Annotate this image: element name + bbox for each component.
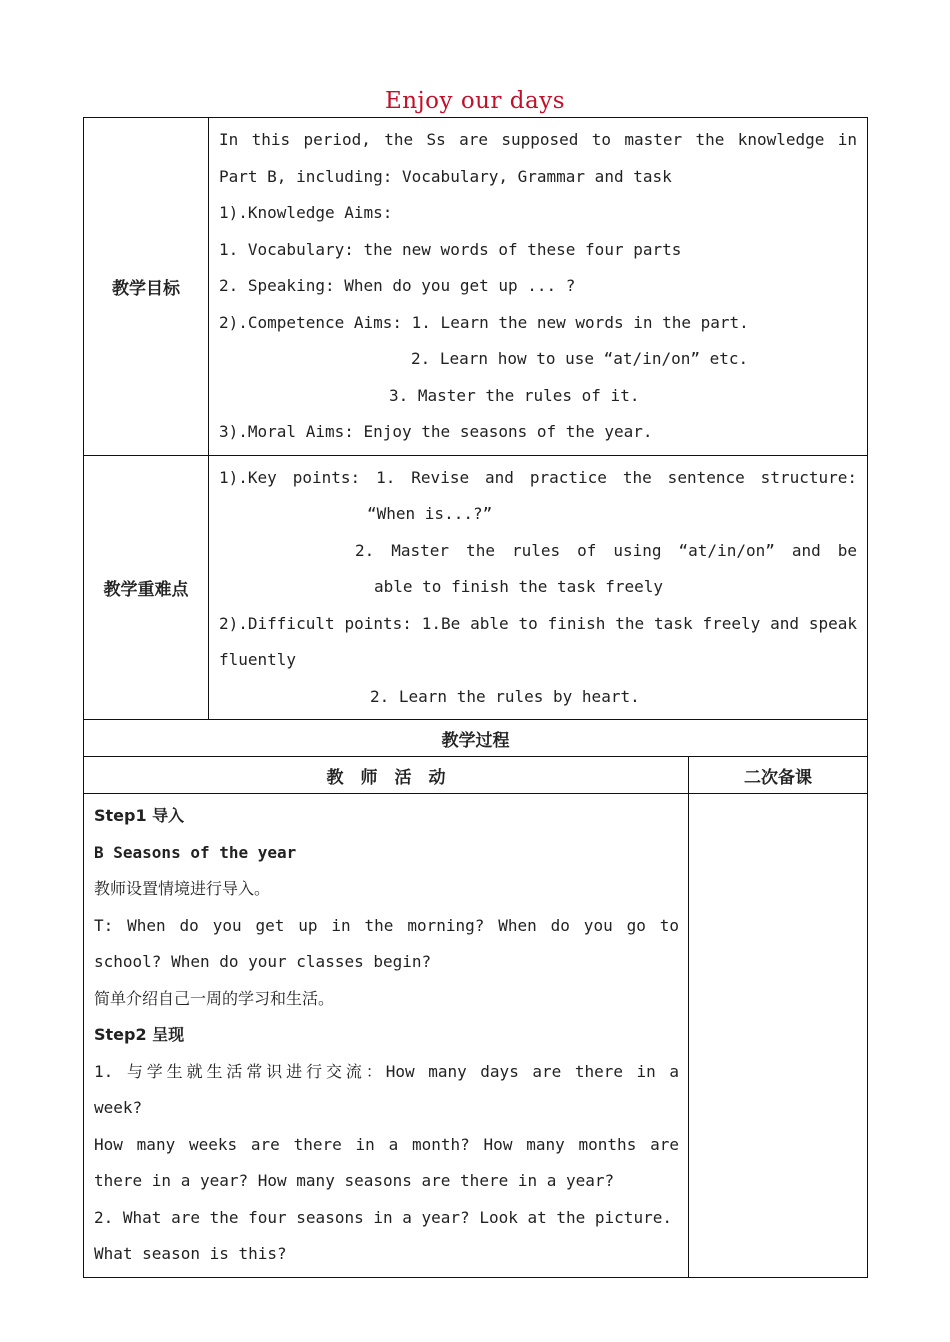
activity-line: school? When do your classes begin?: [94, 952, 432, 971]
activity-line: How many weeks are there in a month? How many months are: [94, 1134, 679, 1154]
step-heading: Step1 导入: [94, 806, 185, 825]
activity-line: 简单介绍自己一周的学习和生活。: [94, 988, 335, 1008]
objective-line: Part B, including: Vocabulary, Grammar and task: [219, 166, 672, 186]
key-point-line: 1).Key points: 1. Revise and practice the sentence structure:: [219, 467, 858, 487]
activity-line: What season is this?: [94, 1244, 287, 1263]
activity-line: 1. 与学生就生活常识进行交流：How many days are there in a: [94, 1061, 679, 1081]
objective-line: 2).Competence Aims: 1. Learn the new words in the part.: [219, 312, 749, 332]
section-heading: B Seasons of the year: [94, 842, 297, 862]
process-header: 教学过程: [84, 720, 868, 757]
second-prep-content: [689, 794, 868, 1278]
objectives-row: [84, 118, 868, 456]
process-header-row: [84, 720, 868, 757]
objective-line: 3).Moral Aims: Enjoy the seasons of the year.: [219, 422, 653, 441]
process-columns-row: [84, 757, 868, 794]
objective-line: 1. Vocabulary: the new words of these four parts: [219, 239, 682, 259]
objective-line: 3. Master the rules of it.: [389, 385, 640, 405]
objectives-label: 教学目标: [84, 118, 209, 456]
key-point-line: 2. Master the rules of using “at/in/on” and be: [355, 540, 858, 560]
teacher-activity-header: 教 师 活 动: [84, 757, 689, 794]
lesson-plan-table: [83, 117, 868, 1278]
objectives-content: [209, 118, 868, 456]
key-points-content: [209, 455, 868, 720]
key-point-line: 2).Difficult points: 1.Be able to finish the task freely and speak: [219, 613, 858, 633]
key-point-line: “When is...?”: [367, 504, 493, 523]
objective-line: 2. Learn how to use “at/in/on” etc.: [411, 349, 749, 368]
document-title: Enjoy our days: [384, 88, 566, 114]
key-point-line: fluently: [219, 650, 297, 669]
activity-line: there in a year? How many seasons are there in a year?: [94, 1171, 615, 1190]
second-prep-header: 二次备课: [689, 757, 868, 794]
key-point-line: able to finish the task freely: [374, 577, 663, 596]
step-heading: Step2 呈现: [94, 1025, 185, 1044]
activity-line: 2. What are the four seasons in a year? Look at the picture.: [94, 1207, 672, 1227]
teacher-activity-content: [84, 794, 689, 1278]
key-point-line: 2. Learn the rules by heart.: [370, 686, 640, 706]
key-points-row: [84, 455, 868, 720]
activity-line: week?: [94, 1098, 143, 1117]
process-body-row: [84, 794, 868, 1278]
objective-line: 1).Knowledge Aims:: [219, 203, 393, 222]
activity-line: T: When do you get up in the morning? When do you go to: [94, 915, 679, 935]
objective-line: In this period, the Ss are supposed to master the knowledge in: [219, 130, 858, 149]
objective-line: 2. Speaking: When do you get up ... ?: [219, 276, 576, 295]
activity-line: 教师设置情境进行导入。: [94, 879, 271, 898]
key-points-label: 教学重难点: [84, 455, 209, 720]
